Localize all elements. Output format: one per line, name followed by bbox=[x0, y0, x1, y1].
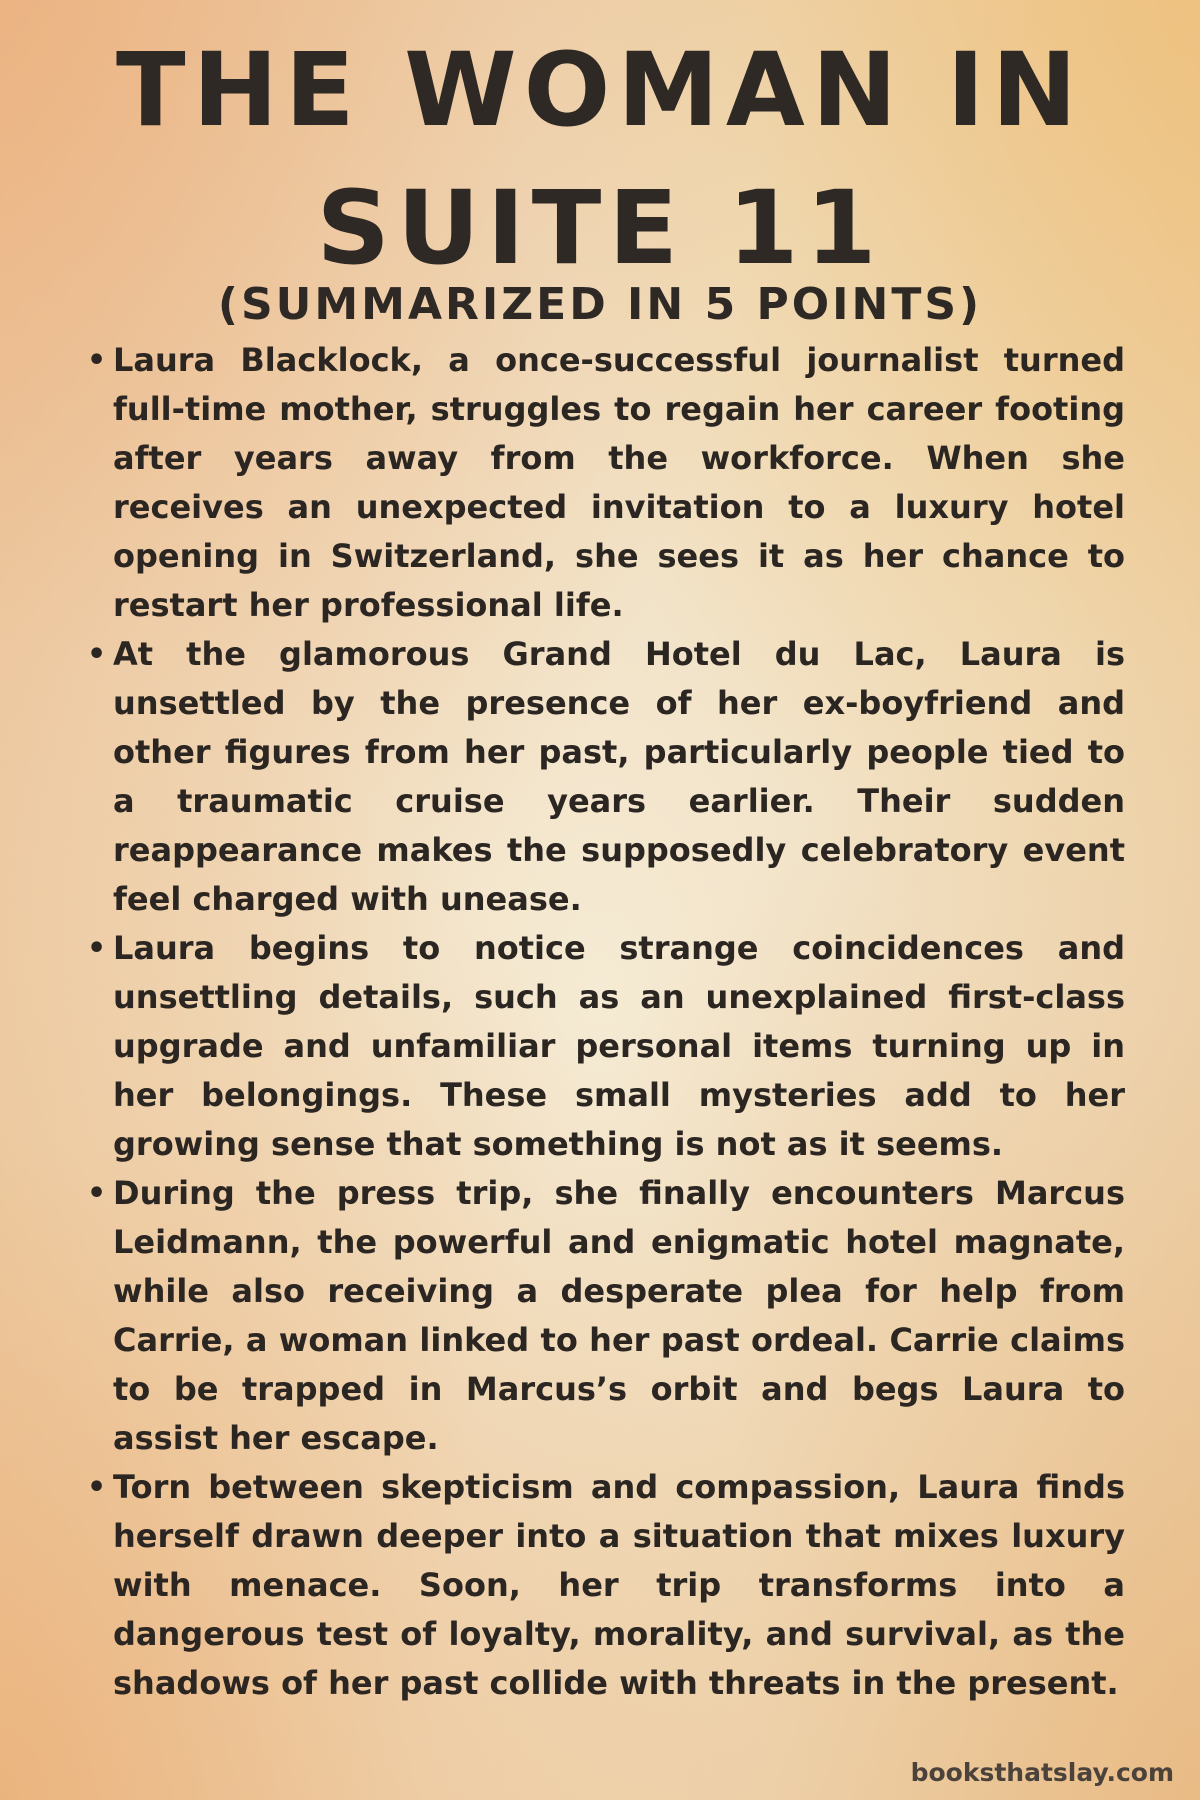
page-subtitle: (SUMMARIZED IN 5 POINTS) bbox=[217, 279, 983, 330]
summary-point-text: Torn between skepticism and compassion, Laura finds herself drawn deeper into a situation that mixes luxury with menace. Soon, her trip transforms into a dangerous test of loyalty, morality, and survival, as the shadows of her past collide with threats in the present. bbox=[113, 1468, 1125, 1702]
summary-point-3 bbox=[87, 924, 1125, 1169]
bullet-icon: • bbox=[87, 1176, 107, 1211]
summary-point-text: At the glamorous Grand Hotel du Lac, Laura is unsettled by the presence of her ex-boyfriend and other figures from her past, particularly people tied to a traumatic cruise years earlier. Their sudden reappearance makes the supposedly celebratory event feel charged with unease. bbox=[113, 635, 1125, 918]
bullet-icon: • bbox=[87, 343, 107, 378]
summary-point-2 bbox=[87, 630, 1125, 924]
summary-point-5 bbox=[87, 1463, 1125, 1708]
summary-point-text: Laura Blacklock, a once-successful journalist turned full-time mother, struggles to regain her career footing after years away from the workforce. When she receives an unexpected invitation to a luxury hotel opening in Switzerland, she sees it as her chance to restart her professional life. bbox=[113, 341, 1125, 624]
page-title bbox=[0, 22, 1200, 298]
summary-point-1 bbox=[87, 336, 1125, 630]
summary-point-text: Laura begins to notice strange coincidences and unsettling details, such as an unexplained first-class upgrade and unfamiliar personal items turning up in her belongings. These small mysteries add to her growing sense that something is not as it seems. bbox=[113, 929, 1125, 1163]
summary-point-4 bbox=[87, 1169, 1125, 1463]
bullet-icon: • bbox=[87, 1470, 107, 1505]
site-credit: booksthatslay.com bbox=[910, 1758, 1174, 1787]
bullet-icon: • bbox=[87, 637, 107, 672]
title-line-1: THE WOMAN IN bbox=[116, 31, 1084, 150]
bullet-icon: • bbox=[87, 931, 107, 966]
summary-point-text: During the press trip, she finally encounters Marcus Leidmann, the powerful and enigmatic hotel magnate, while also receiving a desperate plea for help from Carrie, a woman linked to her past ordeal. Carrie claims to be trapped in Marcus’s orbit and begs Laura to assist her escape. bbox=[113, 1174, 1125, 1457]
title-line-2: SUITE 11 bbox=[316, 169, 884, 288]
summary-points-list bbox=[87, 336, 1125, 1708]
